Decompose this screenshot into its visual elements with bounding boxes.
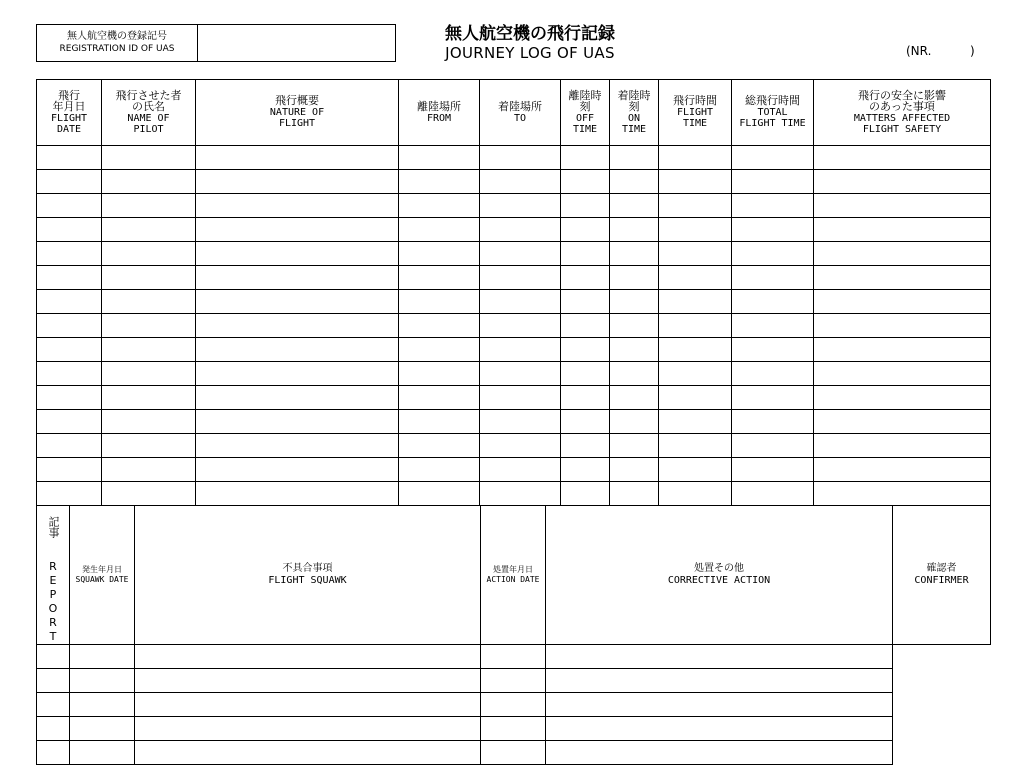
registration-value-field[interactable] [198,25,395,61]
report-cell[interactable] [546,645,893,669]
log-cell[interactable] [561,338,610,362]
log-cell[interactable] [37,434,102,458]
log-cell[interactable] [399,410,480,434]
report-cell[interactable] [70,693,135,717]
registration-label [37,25,198,61]
report-side-letter: T [49,630,57,643]
table-row [37,386,991,410]
log-cell[interactable] [102,338,196,362]
log-cell[interactable] [814,482,991,506]
log-cell[interactable] [480,482,561,506]
report-cell[interactable] [70,669,135,693]
report-header-ja: 不具合事項 [282,563,333,574]
table-row [37,482,991,506]
log-cell[interactable] [610,410,659,434]
log-cell[interactable] [37,410,102,434]
registration-label-ja: 無人航空機の登録記号 [67,31,167,42]
log-cell[interactable] [814,290,991,314]
log-cell[interactable] [196,410,399,434]
table-row [37,669,991,693]
log-cell[interactable] [102,218,196,242]
log-cell[interactable] [659,362,732,386]
log-cell[interactable] [399,314,480,338]
log-cell[interactable] [480,218,561,242]
log-header-2 [196,80,399,146]
log-cell[interactable] [480,290,561,314]
log-cell[interactable] [561,194,610,218]
report-cell[interactable] [37,741,70,765]
log-cell[interactable] [480,458,561,482]
log-cell[interactable] [561,314,610,338]
log-cell[interactable] [399,362,480,386]
log-cell[interactable] [37,146,102,170]
table-row [37,741,991,765]
log-cell[interactable] [610,290,659,314]
log-cell[interactable] [732,170,814,194]
log-header-4 [480,80,561,146]
log-cell[interactable] [561,362,610,386]
table-row [37,434,991,458]
log-cell[interactable] [659,338,732,362]
report-side-ja: 記事 [47,516,60,538]
report-cell[interactable] [37,693,70,717]
table-row [37,314,991,338]
report-header-en: ACTION DATE [486,575,540,584]
table-row [37,242,991,266]
log-cell[interactable] [659,194,732,218]
log-header-ja: 着陸時 刻 [617,88,651,113]
log-cell[interactable] [196,218,399,242]
log-header-1 [102,80,196,146]
log-cell[interactable] [37,290,102,314]
log-header-en: FLIGHT TIME [676,106,714,130]
report-header-ja: 処置年月日 [493,565,533,574]
log-cell[interactable] [732,338,814,362]
table-row [37,170,991,194]
log-cell[interactable] [610,146,659,170]
report-header-ja: 処置その他 [694,563,744,574]
log-cell[interactable] [561,218,610,242]
table-row [37,338,991,362]
log-cell[interactable] [480,194,561,218]
log-cell[interactable] [399,386,480,410]
log-cell[interactable] [610,362,659,386]
log-cell[interactable] [480,338,561,362]
log-cell[interactable] [480,410,561,434]
log-cell[interactable] [196,314,399,338]
log-cell[interactable] [102,170,196,194]
log-cell[interactable] [102,242,196,266]
registration-box [36,24,396,62]
report-side-letter: R [49,616,57,629]
table-row [37,362,991,386]
log-cell[interactable] [102,482,196,506]
log-cell[interactable] [659,170,732,194]
report-cell[interactable] [135,669,481,693]
report-cell[interactable] [37,717,70,741]
log-cell[interactable] [480,146,561,170]
table-row [37,290,991,314]
log-header-7 [659,80,732,146]
report-side-letter: R [49,560,57,573]
log-cell[interactable] [37,362,102,386]
log-cell[interactable] [610,266,659,290]
table-row [37,693,991,717]
log-cell[interactable] [814,458,991,482]
report-header-ja: 発生年月日 [82,565,122,574]
log-header-ja: 着陸場所 [498,100,542,113]
report-header-4 [893,506,991,645]
log-header-9 [814,80,991,146]
log-cell[interactable] [732,266,814,290]
log-cell[interactable] [102,314,196,338]
table-row [37,410,991,434]
log-header-en: TO [513,112,527,124]
log-cell[interactable] [561,242,610,266]
log-cell[interactable] [561,290,610,314]
log-cell[interactable] [102,146,196,170]
log-cell[interactable] [732,218,814,242]
log-cell[interactable] [196,146,399,170]
table-row [37,717,991,741]
log-cell[interactable] [37,314,102,338]
log-cell[interactable] [814,314,991,338]
log-header-ja: 飛行概要 [275,94,319,108]
log-header-en: MATTERS AFFECTED FLIGHT SAFETY [853,112,951,135]
log-cell[interactable] [480,266,561,290]
log-cell[interactable] [37,194,102,218]
log-cell[interactable] [732,194,814,218]
log-cell[interactable] [814,362,991,386]
log-cell[interactable] [196,338,399,362]
log-cell[interactable] [659,410,732,434]
log-cell[interactable] [659,434,732,458]
log-cell[interactable] [659,386,732,410]
log-cell[interactable] [814,434,991,458]
log-cell[interactable] [814,170,991,194]
log-cell[interactable] [732,458,814,482]
log-header-ja: 飛行時間 [673,94,717,108]
log-cell[interactable] [399,194,480,218]
log-cell[interactable] [732,386,814,410]
log-header-5 [561,80,610,146]
number-label-open: (NR. [906,44,932,58]
log-cell[interactable] [399,434,480,458]
log-cell[interactable] [399,242,480,266]
log-cell[interactable] [37,458,102,482]
log-cell[interactable] [196,434,399,458]
report-cell[interactable] [135,693,481,717]
log-cell[interactable] [659,146,732,170]
log-cell[interactable] [480,170,561,194]
log-cell[interactable] [196,170,399,194]
report-cell[interactable] [546,717,893,741]
log-cell[interactable] [561,386,610,410]
log-cell[interactable] [196,194,399,218]
report-cell[interactable] [70,645,135,669]
log-cell[interactable] [610,338,659,362]
log-cell[interactable] [732,242,814,266]
log-cell[interactable] [196,386,399,410]
log-cell[interactable] [814,146,991,170]
log-cell[interactable] [814,242,991,266]
log-cell[interactable] [37,218,102,242]
log-cell[interactable] [814,194,991,218]
page-title [420,24,640,62]
log-cell[interactable] [659,482,732,506]
log-cell[interactable] [610,218,659,242]
log-cell[interactable] [480,434,561,458]
log-cell[interactable] [196,362,399,386]
table-row [37,218,991,242]
log-cell[interactable] [102,458,196,482]
log-header-en: NAME OF PILOT [127,112,170,135]
table-row [37,194,991,218]
log-cell[interactable] [659,218,732,242]
log-header-8 [732,80,814,146]
log-cell[interactable] [814,386,991,410]
report-cell[interactable] [481,741,546,765]
log-cell[interactable] [659,458,732,482]
report-cell[interactable] [37,645,70,669]
log-cell[interactable] [561,458,610,482]
log-cell[interactable] [659,290,732,314]
log-cell[interactable] [196,266,399,290]
report-cell[interactable] [70,741,135,765]
log-cell[interactable] [610,458,659,482]
log-header-ja: 飛行 年月日 [52,88,86,113]
report-cell[interactable] [70,717,135,741]
title-en: JOURNEY LOG OF UAS [445,44,615,62]
log-cell[interactable] [732,362,814,386]
log-header-en: FLIGHT DATE [50,112,88,135]
log-cell[interactable] [610,434,659,458]
log-cell[interactable] [399,458,480,482]
log-cell[interactable] [561,410,610,434]
journey-log-table [36,79,991,506]
log-cell[interactable] [610,242,659,266]
report-side-en [37,560,69,644]
log-cell[interactable] [37,386,102,410]
log-cell[interactable] [610,482,659,506]
report-cell[interactable] [481,717,546,741]
log-cell[interactable] [480,314,561,338]
registration-label-en: REGISTRATION ID OF UAS [59,44,175,54]
report-header-0 [70,506,135,645]
report-cell[interactable] [546,741,893,765]
log-header-ja: 離陸時 刻 [568,88,602,113]
log-cell[interactable] [732,146,814,170]
number-label-close: ) [970,44,975,58]
log-cell[interactable] [399,338,480,362]
log-cell[interactable] [399,290,480,314]
log-cell[interactable] [399,146,480,170]
report-cell[interactable] [481,645,546,669]
log-cell[interactable] [561,146,610,170]
log-cell[interactable] [37,242,102,266]
log-cell[interactable] [196,242,399,266]
log-cell[interactable] [814,266,991,290]
report-cell[interactable] [37,669,70,693]
log-cell[interactable] [561,482,610,506]
report-header-en: SQUAWK DATE [75,575,129,584]
report-cell[interactable] [481,669,546,693]
log-cell[interactable] [480,242,561,266]
report-cell[interactable] [135,717,481,741]
title-ja: 無人航空機の飛行記録 [445,24,615,44]
log-cell[interactable] [102,362,196,386]
log-cell[interactable] [480,386,561,410]
report-header-1 [135,506,481,645]
log-cell[interactable] [399,482,480,506]
log-cell[interactable] [399,170,480,194]
report-cell[interactable] [481,693,546,717]
log-cell[interactable] [561,266,610,290]
log-cell[interactable] [732,290,814,314]
log-header-en: FROM [426,112,452,124]
log-cell[interactable] [659,314,732,338]
log-cell[interactable] [659,266,732,290]
log-cell[interactable] [102,266,196,290]
log-header-en: TOTAL FLIGHT TIME [739,106,806,130]
log-cell[interactable] [102,290,196,314]
log-header-ja: 総飛行時間 [745,94,800,108]
table-row [37,266,991,290]
log-cell[interactable] [610,314,659,338]
report-header-3 [546,506,893,645]
log-cell[interactable] [610,170,659,194]
log-cell[interactable] [102,194,196,218]
report-side-letter: P [49,588,57,601]
log-cell[interactable] [732,410,814,434]
log-cell[interactable] [37,338,102,362]
report-cell[interactable] [135,741,481,765]
log-cell[interactable] [102,410,196,434]
report-side-letter: O [48,602,58,615]
log-cell[interactable] [102,386,196,410]
log-cell[interactable] [399,218,480,242]
report-header-2 [481,506,546,645]
log-cell[interactable] [814,338,991,362]
table-row [37,458,991,482]
log-cell[interactable] [196,482,399,506]
log-header-en: NATURE OF FLIGHT [269,106,325,130]
report-table [36,505,991,765]
table-row [37,645,991,669]
report-header-en: CONFIRMER [914,575,969,586]
log-cell[interactable] [37,266,102,290]
report-cell[interactable] [546,693,893,717]
log-cell[interactable] [610,194,659,218]
log-header-ja: 飛行させた者 の氏名 [115,88,182,113]
report-side-letter: E [49,574,57,587]
log-cell[interactable] [732,434,814,458]
log-cell[interactable] [37,170,102,194]
log-header-en: ON TIME [621,112,647,135]
log-header-6 [610,80,659,146]
log-cell[interactable] [610,386,659,410]
log-cell[interactable] [37,482,102,506]
log-cell[interactable] [814,410,991,434]
report-header-en: CORRECTIVE ACTION [667,575,771,586]
log-cell[interactable] [659,242,732,266]
report-cell[interactable] [135,645,481,669]
report-side-label [37,506,70,645]
log-header-ja: 飛行の安全に影響 のあった事項 [858,88,946,113]
log-header-en: OFF TIME [572,112,598,135]
log-cell[interactable] [399,266,480,290]
log-cell[interactable] [102,434,196,458]
log-cell[interactable] [732,314,814,338]
log-cell[interactable] [814,218,991,242]
log-cell[interactable] [732,482,814,506]
log-cell[interactable] [480,362,561,386]
report-cell[interactable] [546,669,893,693]
log-cell[interactable] [196,290,399,314]
log-cell[interactable] [561,170,610,194]
report-header-ja: 確認者 [926,563,957,574]
table-row [37,146,991,170]
log-header-0 [37,80,102,146]
log-header-3 [399,80,480,146]
log-cell[interactable] [561,434,610,458]
log-header-ja: 離陸場所 [417,100,461,113]
report-header-en: FLIGHT SQUAWK [268,575,347,586]
log-cell[interactable] [196,458,399,482]
